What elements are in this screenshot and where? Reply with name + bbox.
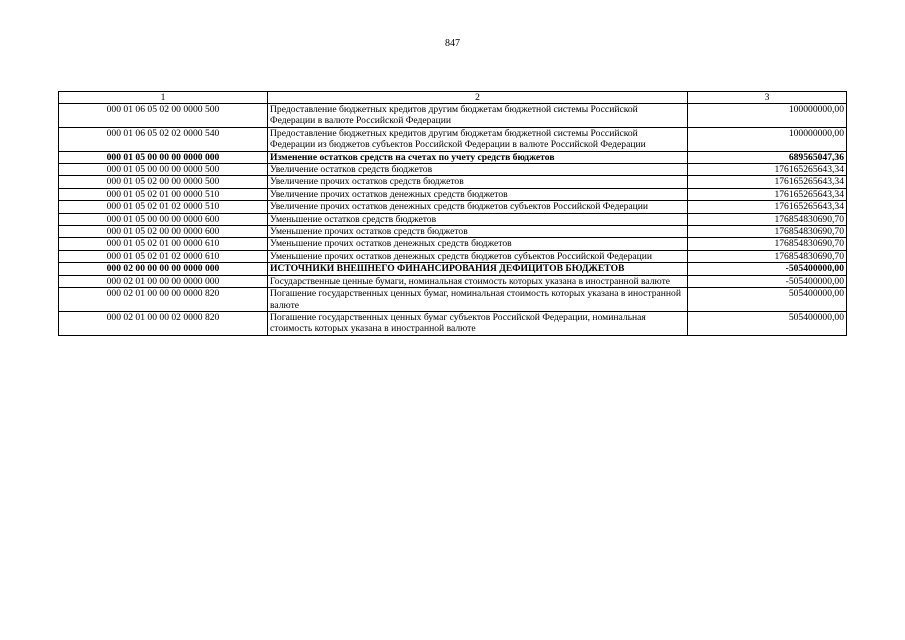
table-row xyxy=(59,127,847,151)
column-header-description: 2 xyxy=(268,92,688,104)
row-code: 000 02 01 00 00 02 0000 820 xyxy=(59,311,268,335)
table-row xyxy=(59,201,847,213)
row-description: Погашение государственных ценных бумаг субъектов Российской Федерации, номинальная стоимость которых указана в иностранной валюте xyxy=(268,311,688,335)
row-description: Увеличение прочих остатков денежных средств бюджетов субъектов Российской Федерации xyxy=(268,201,688,213)
row-description: Увеличение остатков средств бюджетов xyxy=(268,164,688,176)
row-amount: 505400000,00 xyxy=(688,288,847,312)
row-code: 000 01 05 00 00 00 0000 500 xyxy=(59,164,268,176)
table-header-row xyxy=(59,92,847,104)
row-amount: 176854830690,70 xyxy=(688,226,847,238)
row-description: Предоставление бюджетных кредитов другим бюджетам бюджетной системы Российской Федерации из бюджетов субъектов Российской Федерации в валюте Российской Федерации xyxy=(268,127,688,151)
row-description: Увеличение прочих остатков средств бюджетов xyxy=(268,176,688,188)
row-amount: 689565047,36 xyxy=(688,151,847,163)
table-row xyxy=(59,226,847,238)
row-description: Уменьшение прочих остатков средств бюджетов xyxy=(268,226,688,238)
row-amount: 100000000,00 xyxy=(688,127,847,151)
row-code: 000 01 06 05 02 02 0000 540 xyxy=(59,127,268,151)
row-description: Государственные ценные бумаги, номинальная стоимость которых указана в иностранной валюте xyxy=(268,275,688,287)
table-row xyxy=(59,238,847,250)
table-row xyxy=(59,250,847,262)
row-description: Уменьшение прочих остатков денежных средств бюджетов xyxy=(268,238,688,250)
table-row xyxy=(59,275,847,287)
budget-sources-table xyxy=(58,91,847,336)
row-amount: 176165265643,34 xyxy=(688,164,847,176)
row-code: 000 01 05 02 01 02 0000 510 xyxy=(59,201,268,213)
table-body xyxy=(59,104,847,336)
row-description: Увеличение прочих остатков денежных средств бюджетов xyxy=(268,188,688,200)
row-description: Уменьшение остатков средств бюджетов xyxy=(268,213,688,225)
column-header-code: 1 xyxy=(59,92,268,104)
row-description: Погашение государственных ценных бумаг, номинальная стоимость которых указана в иностранной валюте xyxy=(268,288,688,312)
row-amount: 176854830690,70 xyxy=(688,238,847,250)
table-row xyxy=(59,213,847,225)
row-code: 000 02 00 00 00 00 0000 000 xyxy=(59,263,268,275)
row-amount: -505400000,00 xyxy=(688,263,847,275)
row-amount: 100000000,00 xyxy=(688,104,847,128)
row-description: Уменьшение прочих остатков денежных средств бюджетов субъектов Российской Федерации xyxy=(268,250,688,262)
row-code: 000 01 05 02 00 00 0000 500 xyxy=(59,176,268,188)
table-row xyxy=(59,164,847,176)
row-code: 000 01 05 02 01 02 0000 610 xyxy=(59,250,268,262)
row-description: Изменение остатков средств на счетах по учету средств бюджетов xyxy=(268,151,688,163)
table-row xyxy=(59,311,847,335)
row-code: 000 01 05 02 01 00 0000 510 xyxy=(59,188,268,200)
row-amount: 505400000,00 xyxy=(688,311,847,335)
row-amount: 176854830690,70 xyxy=(688,250,847,262)
table-row xyxy=(59,176,847,188)
row-amount: 176854830690,70 xyxy=(688,213,847,225)
row-code: 000 01 05 00 00 00 0000 600 xyxy=(59,213,268,225)
column-header-amount: 3 xyxy=(688,92,847,104)
row-code: 000 01 05 00 00 00 0000 000 xyxy=(59,151,268,163)
page-number: 847 xyxy=(445,38,460,49)
table-row xyxy=(59,104,847,128)
table-row xyxy=(59,151,847,163)
table-row xyxy=(59,263,847,275)
row-code: 000 01 06 05 02 00 0000 500 xyxy=(59,104,268,128)
row-description: ИСТОЧНИКИ ВНЕШНЕГО ФИНАНСИРОВАНИЯ ДЕФИЦИТОВ БЮДЖЕТОВ xyxy=(268,263,688,275)
table-row xyxy=(59,188,847,200)
row-amount: 176165265643,34 xyxy=(688,188,847,200)
row-code: 000 02 01 00 00 00 0000 820 xyxy=(59,288,268,312)
row-amount: 176165265643,34 xyxy=(688,201,847,213)
row-code: 000 02 01 00 00 00 0000 000 xyxy=(59,275,268,287)
row-amount: 176165265643,34 xyxy=(688,176,847,188)
row-amount: -505400000,00 xyxy=(688,275,847,287)
table-row xyxy=(59,288,847,312)
row-code: 000 01 05 02 00 00 0000 600 xyxy=(59,226,268,238)
row-description: Предоставление бюджетных кредитов другим бюджетам бюджетной системы Российской Федерации в валюте Российской Федерации xyxy=(268,104,688,128)
row-code: 000 01 05 02 01 00 0000 610 xyxy=(59,238,268,250)
